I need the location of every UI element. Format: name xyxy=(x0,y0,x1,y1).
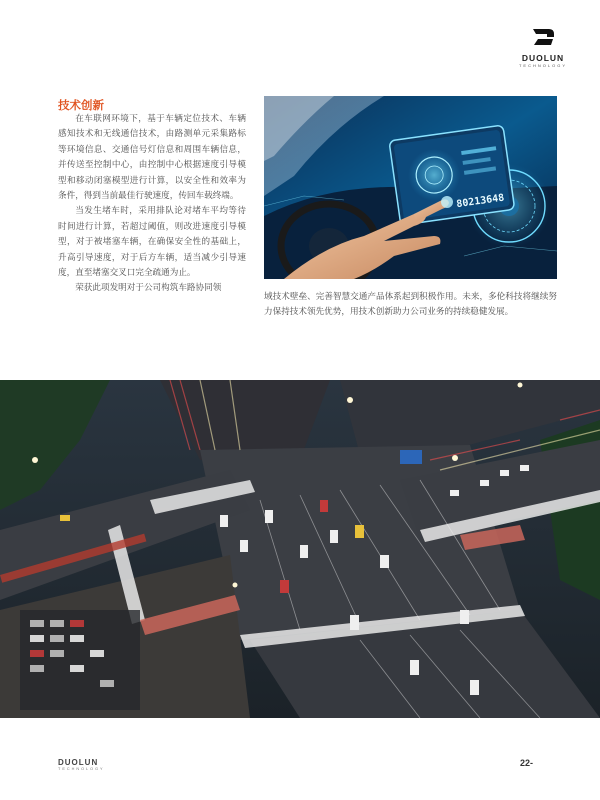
aerial-intersection-image xyxy=(0,380,600,718)
article-paragraph-3: 荣获此项发明对于公司构筑车路协同领 xyxy=(75,283,222,294)
screen-readout-text: 80213648 xyxy=(455,192,505,211)
page-number: 22- xyxy=(520,758,534,768)
article-body-left-column xyxy=(58,112,246,297)
intersection-illustration xyxy=(0,380,600,718)
article-paragraph-1: 在车联网环境下，基于车辆定位技术、车辆感知技术和无线通信技术，由路测单元采集路标等环境信息、交通信号灯信息和周围车辆信息，并传送至控制中心，由控制中心根据速度引导模型和移动闭塞模型进行计算，以安全性和效率为条件，得到当前最佳行驶速度，传回车载终端。 xyxy=(58,114,246,202)
footer-logo xyxy=(58,758,105,771)
footer-brand-name: DUOLUN xyxy=(58,758,99,767)
article-body-right-column xyxy=(264,290,557,321)
duolun-logo xyxy=(508,26,578,68)
brand-tagline: TECHNOLOGY xyxy=(518,63,567,68)
brand-name: DUOLUN xyxy=(521,53,565,63)
article-paragraph-2: 当发生堵车时，采用排队论对堵车平均等待时间进行计算，若超过阈值，则改进速度引导模型，对于被堵塞车辆，在确保安全性的基础上，升高引导速度，对于后方车辆，适当减少引导速度，直至堵塞交叉口完全疏通为止。 xyxy=(58,206,246,279)
article-continuation: 域技术壁垒、完善智慧交通产品体系起到积极作用。未来，多伦科技将继续努力保持技术领先优势，用技术创新助力公司业务的持续稳健发展。 xyxy=(264,292,557,318)
hero-image-dashboard xyxy=(264,96,557,279)
dashboard-illustration xyxy=(264,96,557,279)
section-heading: 技术创新 xyxy=(58,98,104,112)
duolun-logo-mark-icon xyxy=(530,26,556,48)
footer-brand-tagline: TECHNOLOGY xyxy=(58,767,105,771)
